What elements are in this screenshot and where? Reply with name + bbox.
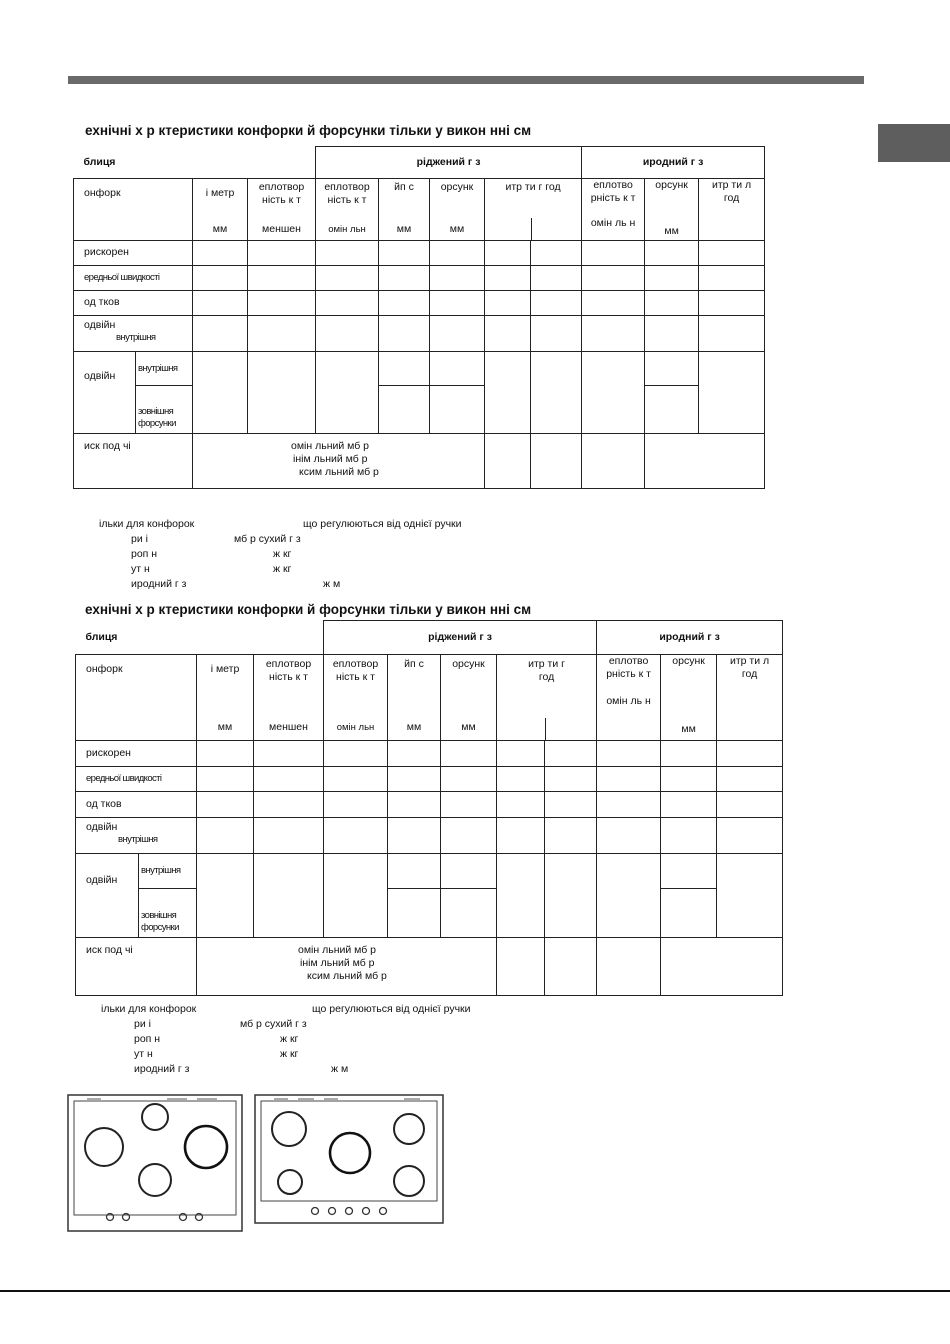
col-heat-reduced-header: еплотвор ність к т меншен (254, 655, 324, 741)
col-ng-nozzle-header: орсунк мм (661, 655, 717, 741)
col-ng-heat-header: еплотво рність к т омін ль н (597, 655, 661, 741)
col-ng-heat-header: еплотво рність к т омін ль н (582, 179, 645, 241)
table-1-notes: ільки для конфорок що регулюються від однієї ручки ри і мб р сухий г з роп н ж кг ут н ж кг иродний г з ж м (99, 518, 462, 590)
bottom-rule (0, 1290, 950, 1292)
col-burner-header: онфорк (76, 655, 197, 741)
pressure-values: омін льний мб р інім льний мб р ксим льний мб р (193, 434, 485, 489)
col-heat-reduced-header: еплотвор ність к т меншен (248, 179, 316, 241)
table-2 (75, 620, 783, 996)
table-2-notes: ільки для конфорок що регулюються від однієї ручки ри і мб р сухий г з роп н ж кг ут н ж кг иродний г з ж м (101, 1003, 471, 1075)
group-ng-header: иродний г з (597, 621, 783, 655)
col-nozzle-header: орсунк мм (430, 179, 485, 241)
col-nozzle-header: орсунк мм (441, 655, 497, 741)
pressure-values: омін льний мб р інім льний мб р ксим льний мб р (197, 938, 497, 996)
row-double-inner-sub: внутрішня (139, 854, 197, 889)
row-rapid-label: рискорен (74, 241, 193, 266)
four-burner-hob-icon (67, 1094, 243, 1232)
col-ng-nozzle-header: орсунк мм (645, 179, 699, 241)
row-double-outer-sub: зовнішня форсунки (136, 386, 193, 434)
group-lpg-header: ріджений г з (324, 621, 597, 655)
row-double-label: одвійн (76, 854, 139, 938)
table-label: блиця (74, 147, 316, 179)
row-double-label: одвійн (74, 352, 136, 434)
table-label: блиця (76, 621, 324, 655)
col-bypass-header: йп с мм (388, 655, 441, 741)
col-ng-flow-header: итр ти л год (717, 655, 783, 741)
col-heat-nominal-header: еплотвор ність к т омін льн (316, 179, 379, 241)
row-pressure-label: иск под чі (76, 938, 197, 996)
group-lpg-header: ріджений г з (316, 147, 582, 179)
table-1-heading: ехнічні х р ктеристики конфорки й форсунки тільки у викон нні см (85, 123, 532, 138)
col-diameter-header: і метр мм (193, 179, 248, 241)
row-double-inner-sub: внутрішня (136, 352, 193, 386)
col-ng-flow-header: итр ти л год (699, 179, 765, 241)
row-medium-label: ередньої швидкості (74, 266, 193, 291)
row-medium-label: ередньої швидкості (76, 767, 197, 792)
top-divider-bar (68, 76, 864, 84)
row-rapid-label: рискорен (76, 741, 197, 767)
row-double-inner-label: одвійн внутрішня (76, 818, 197, 854)
five-burner-hob-icon (254, 1094, 444, 1224)
row-auxiliary-label: од тков (74, 291, 193, 316)
table-1 (73, 146, 765, 489)
row-double-inner-label: одвійн внутрішня (74, 316, 193, 352)
col-bypass-header: йп с мм (379, 179, 430, 241)
col-flow-lpg-header: итр ти г год (497, 655, 597, 741)
row-double-outer-sub: зовнішня форсунки (139, 889, 197, 938)
col-heat-nominal-header: еплотвор ність к т омін льн (324, 655, 388, 741)
col-diameter-header: і метр мм (197, 655, 254, 741)
row-pressure-label: иск под чі (74, 434, 193, 489)
group-ng-header: иродний г з (582, 147, 765, 179)
table-2-heading: ехнічні х р ктеристики конфорки й форсунки тільки у викон нні см (85, 602, 532, 617)
language-tab-marker (878, 124, 950, 162)
row-auxiliary-label: од тков (76, 792, 197, 818)
col-burner-header: онфорк (74, 179, 193, 241)
col-flow-lpg-header: итр ти г год (485, 179, 582, 241)
